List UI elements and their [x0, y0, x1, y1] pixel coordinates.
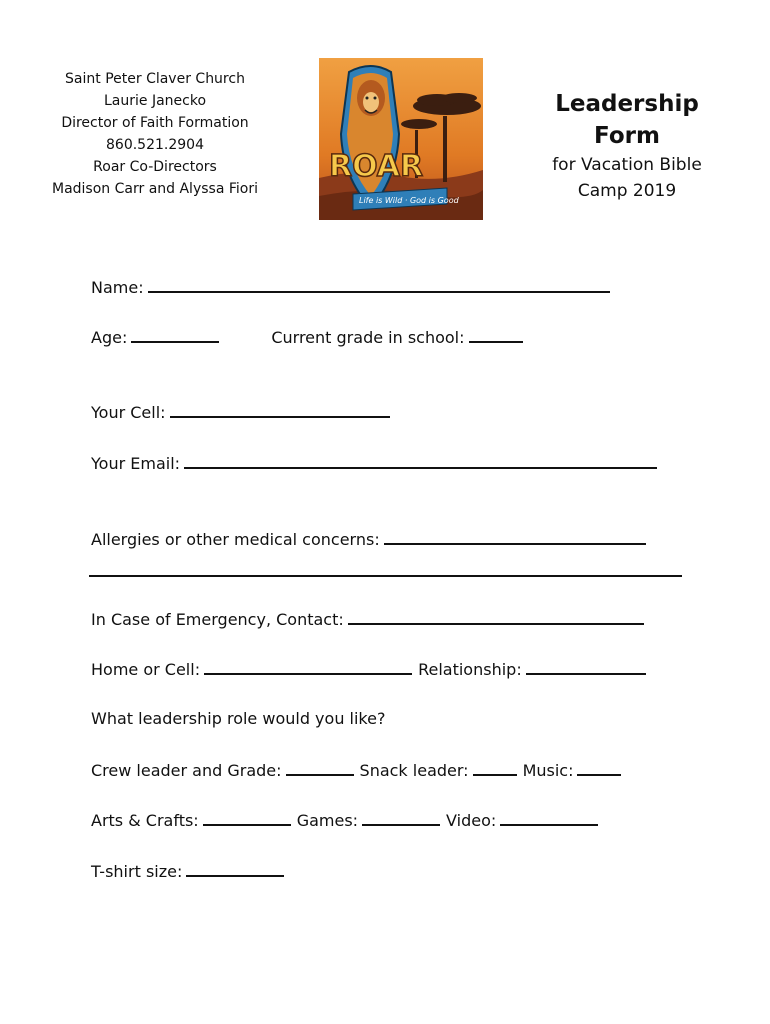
games-field[interactable]: [362, 810, 440, 826]
roar-logo-graphic: [319, 58, 483, 220]
allergies-continuation-line[interactable]: [89, 575, 682, 577]
arts-label: Arts & Crafts:: [91, 811, 199, 830]
games-label: Games:: [296, 811, 359, 830]
crew-field[interactable]: [286, 760, 354, 776]
age-label: Age:: [91, 328, 128, 347]
relationship-label: Relationship:: [418, 660, 522, 679]
logo-word: ROAR: [329, 149, 424, 184]
cell-label: Your Cell:: [91, 403, 166, 422]
name-field[interactable]: [148, 277, 610, 293]
tshirt-row: [91, 861, 284, 881]
co-directors-heading: Roar Co-Directors: [93, 159, 217, 175]
page-subtitle-line2: Camp 2019: [577, 181, 677, 201]
email-row: [91, 453, 657, 473]
music-field[interactable]: [577, 760, 621, 776]
contact-person: Laurie Janecko: [103, 93, 207, 109]
roar-vbs-logo: [319, 58, 483, 220]
home-cell-field[interactable]: [204, 659, 412, 675]
cell-field[interactable]: [170, 402, 390, 418]
emergency-row: [91, 609, 644, 629]
contact-role: Director of Faith Formation: [61, 115, 249, 131]
logo-tagline: Life is Wild · God is Good: [359, 196, 459, 205]
contact-phone: 860.521.2904: [106, 137, 204, 153]
role-question-row: [91, 709, 385, 728]
arts-field[interactable]: [203, 810, 291, 826]
form-title-block: [527, 88, 727, 204]
roles-row-2: [91, 810, 598, 830]
email-field[interactable]: [184, 453, 657, 469]
allergies-field[interactable]: [384, 529, 646, 545]
home-relationship-row: [91, 659, 646, 679]
tshirt-field[interactable]: [186, 861, 284, 877]
relationship-field[interactable]: [526, 659, 646, 675]
emergency-label: In Case of Emergency, Contact:: [91, 610, 344, 629]
co-directors-names: Madison Carr and Alyssa Fiori: [52, 181, 258, 197]
music-label: Music:: [522, 761, 574, 780]
contact-info: [40, 68, 270, 200]
allergies-row: [91, 529, 646, 549]
church-name: Saint Peter Claver Church: [65, 71, 245, 87]
page-subtitle-line1: for Vacation Bible: [552, 155, 702, 175]
age-field[interactable]: [131, 327, 219, 343]
role-question: What leadership role would you like?: [91, 709, 386, 728]
page-title: Leadership Form: [555, 91, 699, 149]
roles-row-1: [91, 760, 621, 780]
snack-label: Snack leader:: [359, 761, 469, 780]
email-label: Your Email:: [91, 454, 181, 473]
grade-label: Current grade in school:: [271, 328, 465, 347]
allergies-label: Allergies or other medical concerns:: [91, 530, 380, 549]
name-label: Name:: [91, 278, 144, 297]
name-row: [91, 277, 610, 297]
video-label: Video:: [446, 811, 497, 830]
emergency-contact-field[interactable]: [348, 609, 644, 625]
snack-field[interactable]: [473, 760, 517, 776]
grade-field[interactable]: [469, 327, 523, 343]
crew-label: Crew leader and Grade:: [91, 761, 282, 780]
age-grade-row: [91, 327, 523, 347]
home-cell-label: Home or Cell:: [91, 660, 201, 679]
video-field[interactable]: [500, 810, 598, 826]
tshirt-label: T-shirt size:: [91, 862, 183, 881]
cell-row: [91, 402, 390, 422]
